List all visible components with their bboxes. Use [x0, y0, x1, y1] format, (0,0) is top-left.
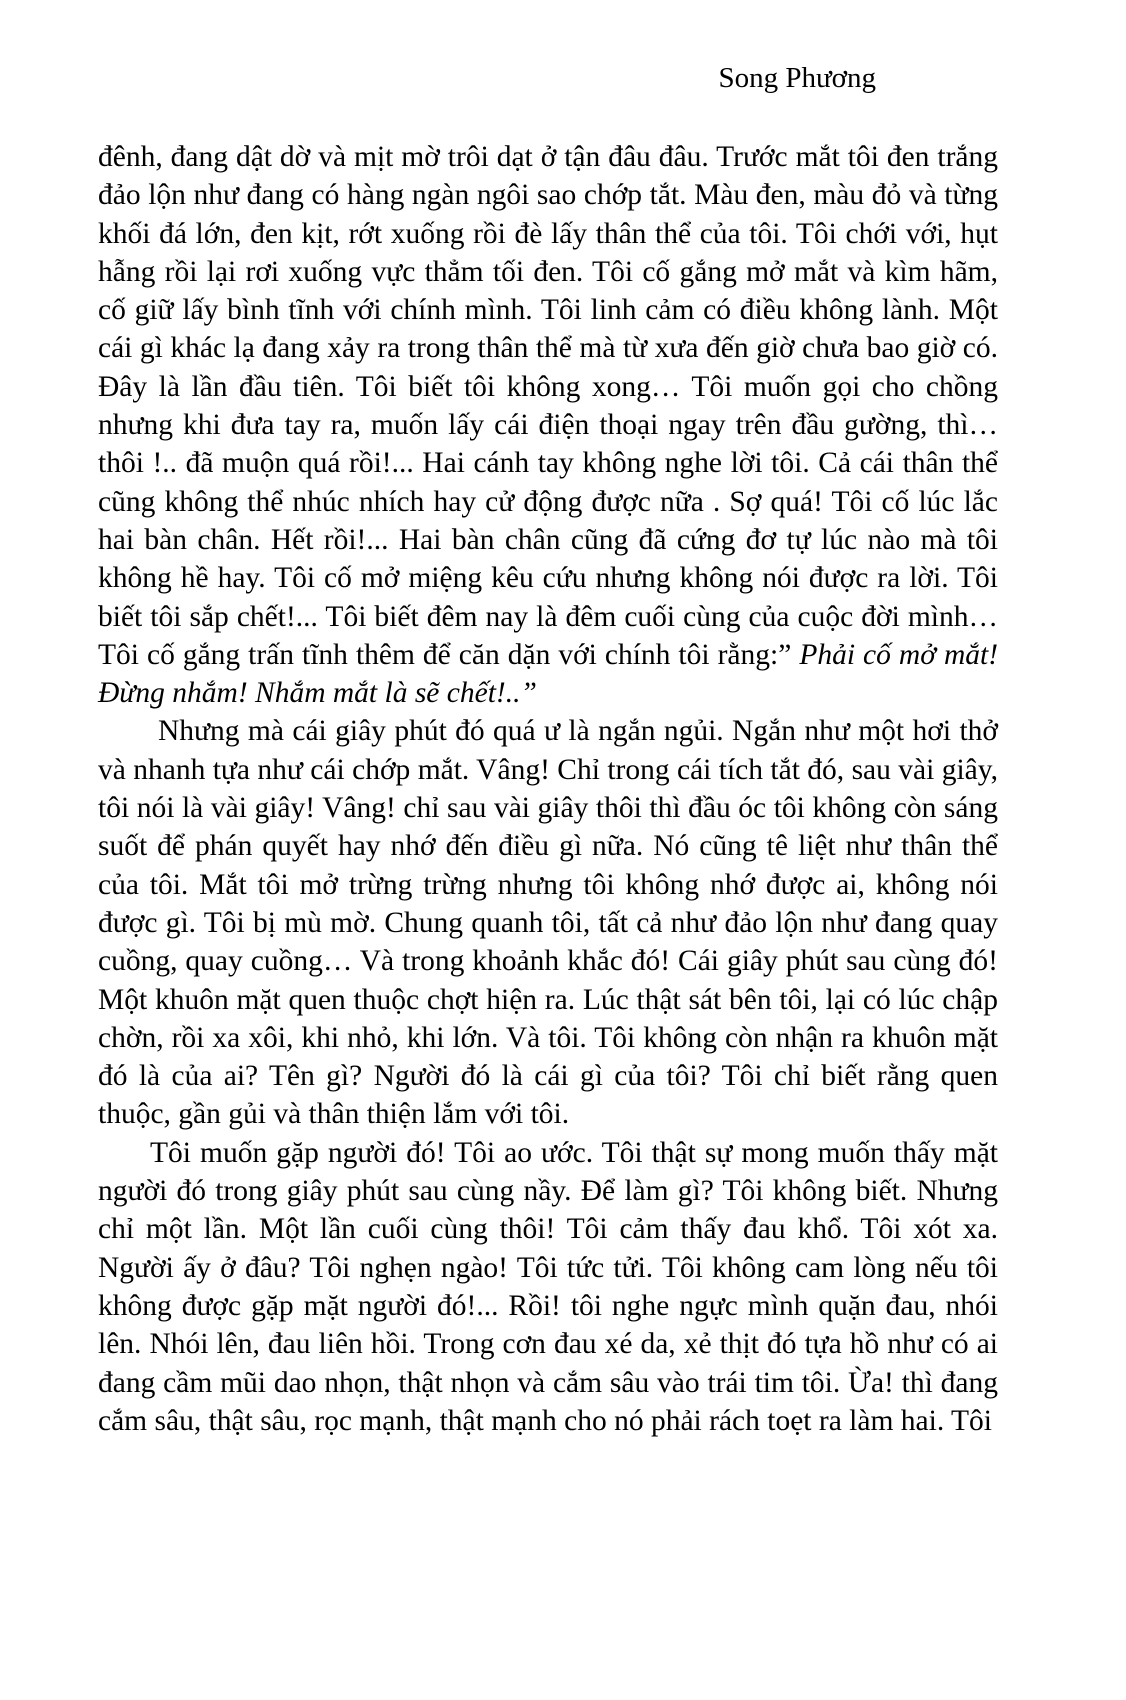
paragraph-1-italic-quote: Phải cố mở mắt! Đừng nhắm! Nhắm mắt là sẽ chết!..” — [98, 638, 999, 710]
paragraph-1-text: đênh, đang dật dờ và mịt mờ trôi dạt ở tận đâu đâu. Trước mắt tôi đen trắng đảo lộn như đang có hàng ngàn ngôi sao chớp tắt. Màu đen, màu đỏ và từng khối đá lớn, đen kịt, rớt xuống rồi đè lấy thân thể của tôi. Tôi chới với, hụt hẫng rồi lại rơi xuống vực thẳm tối đen. Tôi cố gắng mở mắt và kìm hãm, cố giữ lấy bình tĩnh với chính mình. Tôi linh cảm có điều không lành. Một cái gì khác lạ đang xảy ra trong thân thể mà từ xưa đến giờ chưa bao giờ có. Đây là lần đầu tiên. Tôi biết tôi không xong… Tôi muốn gọi cho chồng nhưng khi đưa tay ra, muốn lấy cái điện thoại ngay trên đầu gường, thì… thôi !.. đã muộn quá rồi!... Hai cánh tay không nghe lời tôi. Cả cái thân thể cũng không thể nhúc nhích hay cử động được nữa . Sợ quá! Tôi cố lúc lắc hai bàn chân. Hết rồi!... Hai bàn chân cũng đã cứng đơ tự lúc nào mà tôi không hề hay. Tôi cố mở miệng kêu cứu nhưng không nói được ra lời. Tôi biết tôi sắp chết!... Tôi biết đêm nay là đêm cuối cùng của cuộc đời mình…Tôi cố gắng trấn tĩnh thêm để căn dặn với chính tôi rằng:” — [98, 141, 998, 671]
paragraph-3: Tôi muốn gặp người đó! Tôi ao ước. Tôi thật sự mong muốn thấy mặt người đó trong giây phút sau cùng nầy. Để làm gì? Tôi không biết. Nhưng chỉ một lần. Một lần cuối cùng thôi! Tôi cảm thấy đau khổ. Tôi xót xa. Người ấy ở đâu? Tôi nghẹn ngào! Tôi tức tửi. Tôi không cam lòng nếu tôi không được gặp mặt người đó!... Rồi! tôi nghe ngực mình quặn đau, nhói lên. Nhói lên, đau liên hồi. Trong cơn đau xé da, xẻ thịt đó tựa hồ như có ai đang cầm mũi dao nhọn, thật nhọn và cắm sâu vào trái tim tôi. Ừa! thì đang cắm sâu, thật sâu, rọc mạnh, thật mạnh cho nó phải rách toẹt ra làm hai. Tôi — [98, 1136, 998, 1437]
paragraph-1 — [98, 138, 998, 712]
body-text — [98, 138, 998, 1440]
paragraph-2: Nhưng mà cái giây phút đó quá ư là ngắn ngủi. Ngắn như một hơi thở và nhanh tựa như cái chớp mắt. Vâng! Chỉ trong cái tích tắt đó, sau vài giây, tôi nói là vài giây! Vâng! chỉ sau vài giây thôi thì đầu óc tôi không còn sáng suốt để phán quyết hay nhớ đến điều gì nữa. Nó cũng tê liệt như thân thể của tôi. Mắt tôi mở trừng trừng nhưng tôi không nhớ được ai, không nói được gì. Tôi bị mù mờ. Chung quanh tôi, tất cả như đảo lộn như đang quay cuồng, quay cuồng… Và trong khoảnh khắc đó! Cái giây phút sau cùng đó! Một khuôn mặt quen thuộc chợt hiện ra. Lúc thật sát bên tôi, lại có lúc chập chờn, rồi xa xôi, khi nhỏ, khi lớn. Và tôi. Tôi không còn nhận ra khuôn mặt đó là của ai? Tên gì? Người đó là cái gì của tôi? Tôi chỉ biết rằng quen thuộc, gần gủi và thân thiện lắm với tôi. — [98, 715, 998, 1131]
running-header-author: Song Phương — [718, 62, 876, 94]
